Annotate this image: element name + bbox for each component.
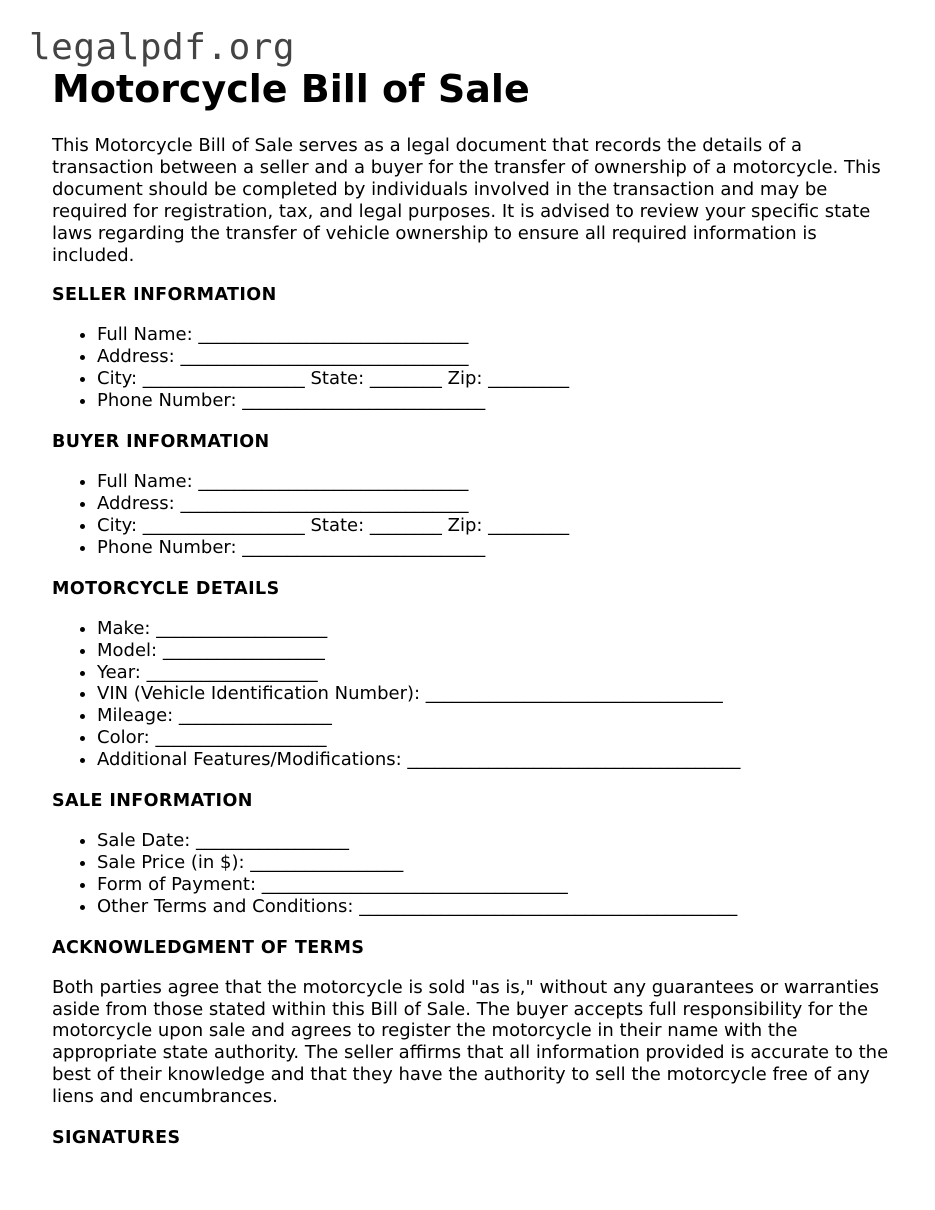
- seller-address-field: • Address: ________________________________: [97, 346, 892, 368]
- buyer-address-field: • Address: ________________________________: [97, 493, 892, 515]
- motorcycle-model-field: • Model: __________________: [97, 640, 892, 662]
- acknowledgment-paragraph: Both parties agree that the motorcycle is sold "as is," without any guarantees or warranties aside from those stated within this Bill of Sale. The buyer accepts full responsibility for the motorcycle upon sale and agrees to register the motorcycle in their name with the appropriate state authority. The seller affirms that all information provided is accurate to the best of their knowledge and that they have the authority to sell the motorcycle free of any liens and encumbrances.: [52, 976, 889, 1108]
- buyer-phone-field: • Phone Number: ___________________________: [97, 537, 892, 559]
- acknowledgment-section-heading: ACKNOWLEDGMENT OF TERMS: [52, 937, 365, 958]
- document-page: [52, 64, 892, 1149]
- sale-section-heading: SALE INFORMATION: [52, 791, 253, 812]
- signatures-section-heading: SIGNATURES: [52, 1128, 181, 1149]
- seller-full-name-field: • Full Name: ______________________________: [97, 324, 892, 346]
- motorcycle-features-field: • Additional Features/Modifications: _____________________________________: [97, 749, 892, 771]
- buyer-fields-list: [52, 471, 892, 559]
- intro-paragraph: This Motorcycle Bill of Sale serves as a legal document that records the details of a transaction between a seller and a buyer for the transfer of ownership of a motorcycle. This document should be completed by individuals involved in the transaction and may be required for registration, tax, and legal purposes. It is advised to review your specific state laws regarding the transfer of vehicle ownership to ensure all required information is included.: [52, 135, 881, 266]
- other-terms-field: • Other Terms and Conditions: __________________________________________: [97, 896, 892, 918]
- motorcycle-fields-list: [52, 618, 892, 771]
- seller-city-state-zip-field: • City: __________________ State: ________ Zip: _________: [97, 368, 892, 390]
- motorcycle-vin-field: • VIN (Vehicle Identification Number): _________________________________: [97, 683, 892, 705]
- buyer-city-state-zip-field: • City: __________________ State: ________ Zip: _________: [97, 515, 892, 537]
- sale-date-field: • Sale Date: _________________: [97, 830, 892, 852]
- buyer-section-heading: BUYER INFORMATION: [52, 432, 270, 453]
- buyer-full-name-field: • Full Name: ______________________________: [97, 471, 892, 493]
- motorcycle-mileage-field: • Mileage: _________________: [97, 705, 892, 727]
- motorcycle-color-field: • Color: ___________________: [97, 727, 892, 749]
- motorcycle-make-field: • Make: ___________________: [97, 618, 892, 640]
- sale-price-field: • Sale Price (in $): _________________: [97, 852, 892, 874]
- payment-form-field: • Form of Payment: __________________________________: [97, 874, 892, 896]
- sale-fields-list: [52, 830, 892, 918]
- motorcycle-year-field: • Year: ___________________: [97, 662, 892, 684]
- motorcycle-section-heading: MOTORCYCLE DETAILS: [52, 578, 280, 599]
- seller-section-heading: SELLER INFORMATION: [52, 285, 277, 306]
- document-title: Motorcycle Bill of Sale: [52, 67, 530, 111]
- watermark-text: legalpdf.org: [29, 27, 296, 68]
- seller-fields-list: [52, 324, 892, 412]
- seller-phone-field: • Phone Number: ___________________________: [97, 390, 892, 412]
